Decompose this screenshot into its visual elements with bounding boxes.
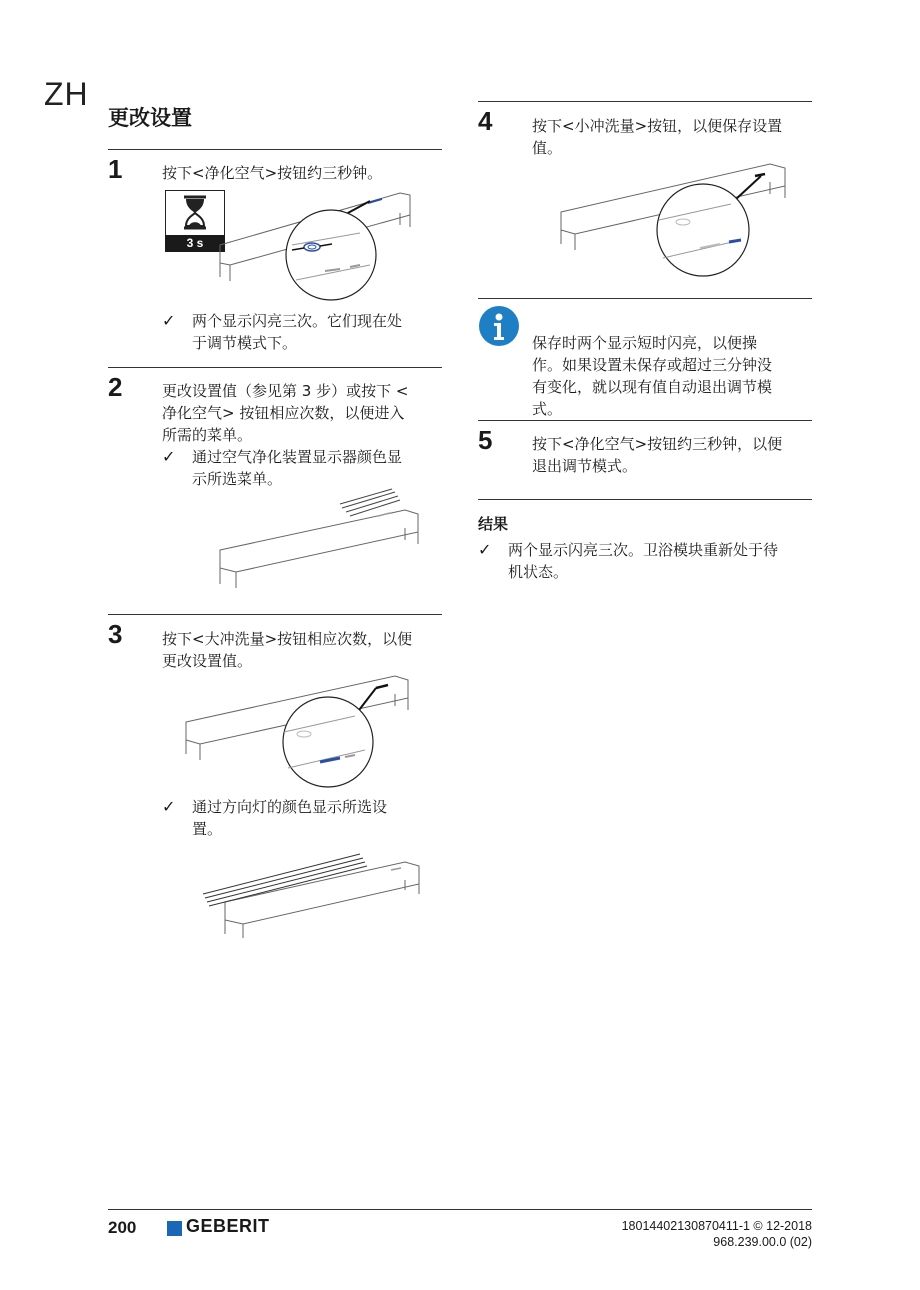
document-id	[622, 1218, 812, 1250]
info-text-line: 式。	[532, 400, 563, 418]
step-4-illustration	[555, 160, 795, 280]
step-2-illustration	[210, 488, 430, 588]
step-4-text	[532, 115, 782, 159]
step-2-text-line: 所需的菜单。	[162, 426, 253, 444]
step-5-divider	[478, 420, 812, 421]
step-3-direction-light-illustration	[195, 848, 430, 940]
section-title: 更改设置	[108, 106, 192, 130]
step-3-illustration	[180, 672, 420, 792]
step-1-number: 1	[108, 154, 123, 184]
document-id-line: 18014402130870411-1 © 12-2018	[621, 1219, 812, 1233]
step-2-result-line: 示所选菜单。	[192, 470, 283, 488]
info-text	[532, 332, 772, 420]
step-1-text	[162, 162, 382, 184]
step-1-result-line: 两个显示闪亮三次。它们现在处	[192, 312, 403, 330]
step-2-result-line: 通过空气净化装置显示器颜色显	[192, 448, 403, 466]
check-icon: ✓	[162, 447, 176, 466]
check-icon: ✓	[478, 540, 492, 559]
step-3-divider	[108, 614, 442, 615]
info-text-line: 有变化，就以现有值自动退出调节模	[532, 378, 773, 396]
check-icon: ✓	[162, 797, 176, 816]
step-1-divider	[108, 149, 442, 150]
step-5-text-line: 退出调节模式。	[532, 457, 638, 475]
step-3-number: 3	[108, 619, 123, 649]
result-divider	[478, 499, 812, 500]
step-1-result-line: 于调节模式下。	[192, 334, 298, 352]
step-3-text-line: 按下<大冲洗量>按钮相应次数，以便	[162, 630, 413, 648]
step-3-text	[162, 628, 412, 672]
info-glyph-icon	[479, 306, 519, 346]
step-4-number: 4	[478, 106, 493, 136]
info-text-line: 作。如果设置未保存或超过三分钟没	[532, 356, 773, 374]
result-text-line: 机状态。	[508, 563, 569, 581]
step-3-result-line: 置。	[192, 820, 223, 838]
brand-logo-square	[167, 1221, 182, 1236]
step-2-number: 2	[108, 372, 123, 402]
check-icon: ✓	[162, 311, 176, 330]
language-code: ZH	[44, 76, 89, 112]
step-5-number: 5	[478, 425, 493, 455]
step-1-text-line: 按下<净化空气>按钮约三秒钟。	[162, 164, 383, 182]
info-icon	[479, 306, 519, 346]
info-top-divider	[478, 298, 812, 299]
step-2-text-line: 净化空气> 按钮相应次数，以便进入	[162, 404, 405, 422]
step-4-divider	[478, 101, 812, 102]
step-3-text-line: 更改设置值。	[162, 652, 253, 670]
step-1-illustration	[200, 185, 420, 305]
duration-badge: 3 s	[186, 236, 204, 250]
step-2-text-line: 更改设置值（参见第 3 步）或按下 <	[162, 382, 409, 400]
document-id-line: 968.239.00.0 (02)	[713, 1235, 812, 1249]
step-1-result	[192, 310, 402, 354]
step-3-result-line: 通过方向灯的颜色显示所选设	[192, 798, 388, 816]
page-number: 200	[108, 1218, 137, 1237]
step-2-text	[162, 380, 408, 446]
info-text-line: 保存时两个显示短时闪亮，以便操	[532, 334, 758, 352]
result-text	[508, 539, 778, 583]
step-4-text-line: 值。	[532, 139, 563, 157]
step-5-text	[532, 433, 782, 477]
footer-divider	[108, 1209, 812, 1210]
result-heading: 结果	[478, 515, 509, 533]
step-2-divider	[108, 367, 442, 368]
brand-logo: GEBERIT	[186, 1216, 270, 1236]
step-3-result	[192, 796, 387, 840]
step-2-result	[192, 446, 402, 490]
step-4-text-line: 按下<小冲洗量>按钮，以便保存设置	[532, 117, 783, 135]
result-text-line: 两个显示闪亮三次。卫浴模块重新处于待	[508, 541, 779, 559]
step-5-text-line: 按下<净化空气>按钮约三秒钟，以便	[532, 435, 783, 453]
